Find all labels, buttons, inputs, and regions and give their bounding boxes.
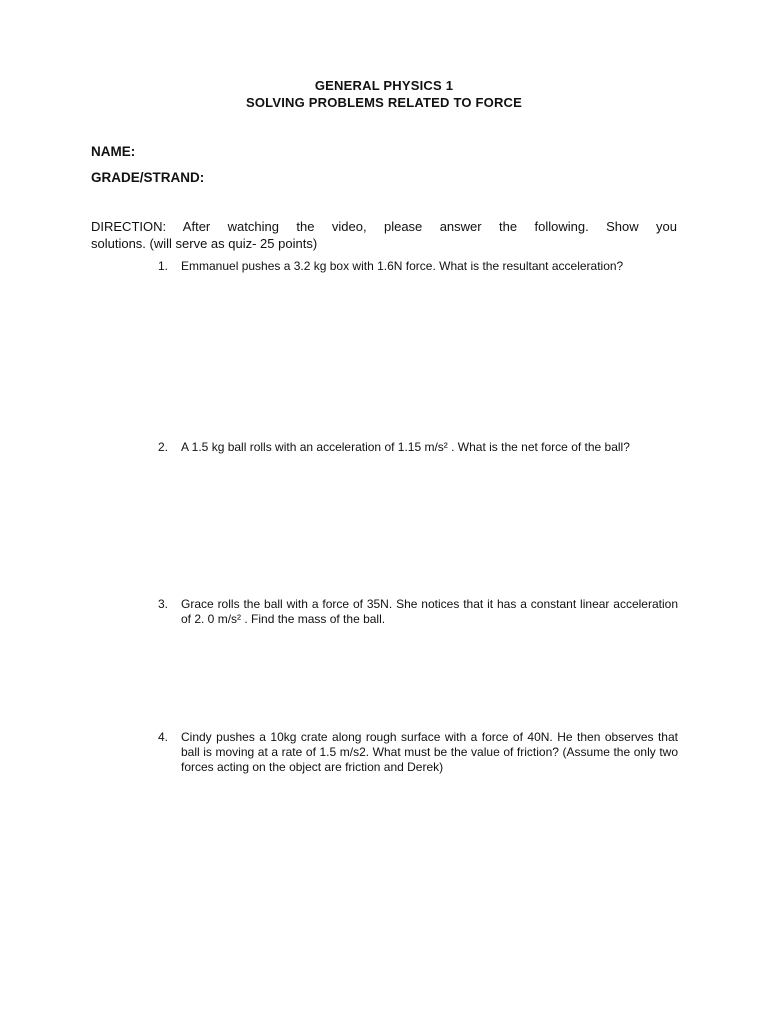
question-item bbox=[158, 259, 678, 274]
question-text: Cindy pushes a 10kg crate along rough surface with a force of 40N. He then observes that ball is moving at a rate of 1.5 m/s2. What must be the value of friction? (Assume the only two forces acting on the object are friction and Derek) bbox=[181, 730, 678, 774]
name-label: NAME: bbox=[91, 144, 136, 159]
question-number: 4. bbox=[158, 730, 169, 744]
document-subtitle: SOLVING PROBLEMS RELATED TO FORCE bbox=[245, 95, 522, 110]
direction-line-1: DIRECTION: After watching the video, please answer the following. Show you bbox=[91, 219, 677, 234]
question-number: 1. bbox=[158, 259, 169, 273]
question-text: Grace rolls the ball with a force of 35N. She notices that it has a constant linear acceleration of 2. 0 m/s² . Find the mass of the ball. bbox=[181, 597, 678, 626]
question-text: A 1.5 kg ball rolls with an acceleration of 1.15 m/s² . What is the net force of the ball? bbox=[181, 440, 630, 454]
question-item bbox=[158, 597, 678, 627]
direction-paragraph bbox=[91, 218, 677, 252]
question-item bbox=[158, 730, 678, 775]
document-title: GENERAL PHYSICS 1 bbox=[314, 78, 454, 93]
direction-line-2: solutions. (will serve as quiz- 25 points) bbox=[91, 236, 318, 251]
grade-strand-label: GRADE/STRAND: bbox=[91, 170, 205, 185]
question-number: 2. bbox=[158, 440, 169, 454]
question-item bbox=[158, 440, 678, 455]
question-text: Emmanuel pushes a 3.2 kg box with 1.6N force. What is the resultant acceleration? bbox=[181, 259, 624, 273]
question-number: 3. bbox=[158, 597, 169, 611]
